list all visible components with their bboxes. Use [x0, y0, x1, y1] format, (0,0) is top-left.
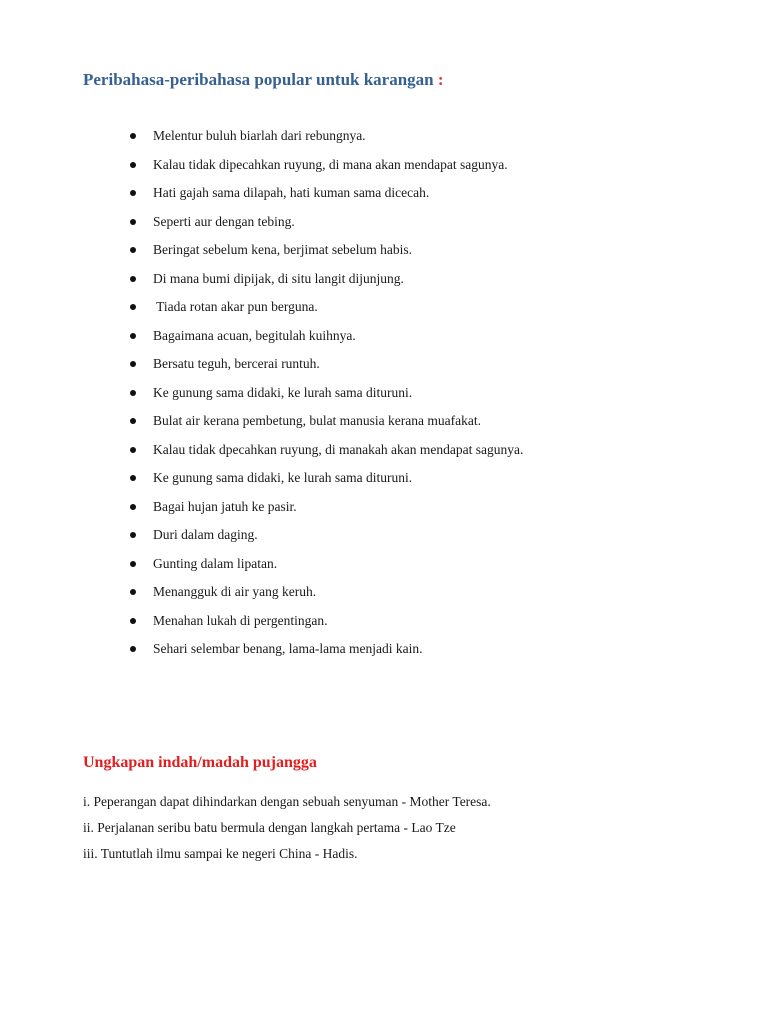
bullet-icon: [130, 304, 136, 310]
bullet-icon: [130, 390, 136, 396]
proverb-text: Kalau tidak dipecahkan ruyung, di mana akan mendapat sagunya.: [153, 156, 508, 172]
proverb-text: Beringat sebelum kena, berjimat sebelum habis.: [153, 242, 413, 257]
proverb-text: Gunting dalam lipatan.: [153, 555, 278, 571]
quote-item: ii. Perjalanan seribu batu bermula dengan langkah pertama - Lao Tze: [83, 820, 456, 835]
proverb-text: Menahan lukah di pergentingan.: [153, 612, 328, 628]
quote-item: i. Peperangan dapat dihindarkan dengan sebuah senyuman - Mother Teresa.: [83, 794, 491, 809]
quote-item: iii. Tuntutlah ilmu sampai ke negeri China - Hadis.: [83, 846, 358, 861]
bullet-icon: [130, 475, 136, 481]
bullet-icon: [130, 418, 136, 424]
bullet-icon: [130, 532, 136, 538]
bullet-icon: [130, 447, 136, 453]
proverb-text: Ke gunung sama didaki, ke lurah sama dituruni.: [153, 384, 413, 400]
bullet-icon: [130, 561, 136, 567]
bullet-icon: [130, 276, 136, 282]
bullet-icon: [130, 219, 136, 225]
proverb-text: Tiada rotan akar pun berguna.: [153, 299, 318, 314]
proverb-text: Bagai hujan jatuh ke pasir.: [153, 498, 297, 514]
proverb-text: Sehari selembar benang, lama-lama menjadi kain.: [153, 641, 423, 656]
bullet-icon: [130, 190, 136, 196]
bullet-icon: [130, 133, 136, 139]
bullet-icon: [130, 618, 136, 624]
bullet-icon: [130, 646, 136, 652]
bullet-icon: [130, 162, 136, 168]
bullet-icon: [130, 247, 136, 253]
proverb-text: Duri dalam daging.: [153, 527, 258, 542]
quote-list: [83, 792, 491, 870]
bullet-icon: [130, 333, 136, 339]
bullet-icon: [130, 589, 136, 595]
proverb-text: Ke gunung sama didaki, ke lurah sama dituruni.: [153, 470, 413, 485]
proverb-text: Di mana bumi dipijak, di situ langit dijunjung.: [153, 270, 404, 286]
proverb-text: Bulat air kerana pembetung, bulat manusia kerana muafakat.: [153, 413, 481, 428]
proverb-text: Kalau tidak dpecahkan ruyung, di manakah akan mendapat sagunya.: [153, 441, 524, 457]
proverb-text: Seperti aur dengan tebing.: [153, 213, 295, 229]
proverb-text: Bersatu teguh, bercerai runtuh.: [153, 356, 320, 371]
proverbs-heading-text: Peribahasa-peribahasa popular untuk karangan: [83, 70, 434, 89]
proverb-text: Menangguk di air yang keruh.: [153, 584, 317, 599]
proverbs-heading: [83, 70, 444, 90]
proverb-text: Bagaimana acuan, begitulah kuihnya.: [153, 327, 356, 343]
proverb-text: Hati gajah sama dilapah, hati kuman sama dicecah.: [153, 185, 430, 200]
proverb-text: Melentur buluh biarlah dari rebungnya.: [153, 128, 366, 143]
proverbs-heading-colon: :: [437, 70, 444, 89]
expressions-heading: Ungkapan indah/madah pujangga: [83, 754, 317, 771]
bullet-icon: [130, 361, 136, 367]
bullet-icon: [130, 504, 136, 510]
